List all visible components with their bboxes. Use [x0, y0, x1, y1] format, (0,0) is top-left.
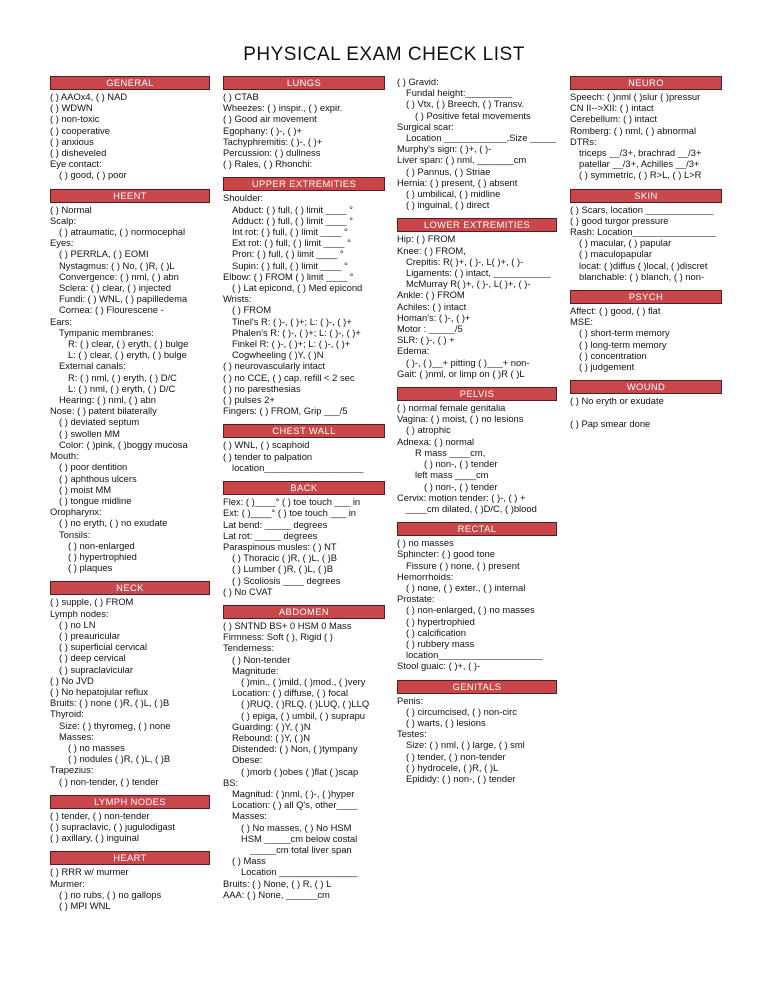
checklist-line: location____________________	[406, 649, 543, 661]
checklist-line: SLR: ( )-, ( ) +	[397, 334, 455, 346]
checklist-line: Shoulder:	[223, 192, 264, 204]
checklist-line: Lymph nodes:	[50, 607, 109, 619]
checklist-line: Ears:	[50, 315, 72, 327]
checklist-line: ( ) moist MM	[59, 483, 112, 495]
checklist-line: ( ) Rales, ( ) Rhonchi:	[223, 158, 313, 170]
section-general	[50, 76, 210, 181]
checklist-line: Flex: ( )____° ( ) toe touch ___ in	[223, 496, 361, 508]
checklist-line: Finkel R: ( )-, ( )+; L: ( )-, ( )+	[232, 338, 351, 350]
checklist-line: ( ) warts, ( ) lesions	[406, 716, 486, 728]
checklist-line: Lat rot: _____ degrees	[223, 529, 318, 541]
checklist-line: ( ) hypertrophied	[406, 615, 475, 627]
checklist-line: Hernia: ( ) present, ( ) absent	[397, 176, 518, 188]
checklist-line: Distended: ( ) Non, ( )tympany	[232, 743, 358, 755]
checklist-line: triceps __/3+, brachrad __/3+	[579, 147, 702, 159]
checklist-line: Bruits: ( ) None, ( ) R, ( ) L	[223, 877, 332, 889]
checklist-line: ( ) Lat epicond, ( ) Med epicond	[232, 282, 363, 294]
checklist-line: Surgical scar:	[397, 120, 454, 132]
checklist-line: Epididy: ( ) non-, ( ) tender	[406, 772, 516, 784]
checklist-line: McMurray R( )+, ( )-, L( )+, ( )-	[406, 278, 531, 290]
checklist-line	[570, 406, 722, 417]
checklist-line: ( ) tender, ( ) non-tender	[406, 750, 506, 762]
checklist-line: Elbow: ( ) FROM ( ) limit ____ °	[223, 270, 354, 282]
checklist-line: ( ) WNL, ( ) scaphoid	[223, 439, 310, 451]
checklist-line: Ext: ( )____° ( ) toe touch ___ in	[223, 507, 356, 519]
checklist-line: External canals:	[59, 360, 126, 372]
checklist-line: Hip: ( ) FROM	[397, 233, 456, 245]
checklist-line: ( ) superficial cervical	[59, 641, 148, 653]
section-header: PELVIS	[397, 387, 557, 401]
section-header: SKIN	[570, 189, 722, 203]
checklist-line: ( ) Vtx, ( ) Breech, ( ) Transv.	[406, 98, 525, 110]
checklist-line: Scalp:	[50, 214, 77, 226]
checklist-line: Rash: Location________________	[570, 226, 716, 238]
column-4	[570, 76, 722, 437]
checklist-line: Adnexa: ( ) normal	[397, 435, 475, 447]
checklist-line: R: ( ) clear, ( ) eryth, ( ) bulge	[68, 338, 189, 350]
section-header: CHEST WALL	[223, 424, 385, 438]
checklist-line: ( ) supraclavicular	[59, 663, 133, 675]
checklist-line: ( ) non-, ( ) tender	[424, 458, 498, 470]
checklist-line: Affect: ( ) good, ( ) flat	[570, 305, 661, 317]
checklist-line: patellar __/3+, Achilles __/3+	[579, 158, 700, 170]
section-header: HEART	[50, 851, 210, 865]
checklist-line: ( ) long-term memory	[579, 338, 667, 350]
checklist-line: ( ) calcification	[406, 626, 466, 638]
checklist-line: ( ) short-term memory	[579, 327, 670, 339]
checklist-line: ( ) atrophic	[406, 424, 451, 436]
checklist-line: Ankle: ( ) FROM	[397, 289, 465, 301]
checklist-line: ( ) WDWN	[50, 102, 93, 114]
checklist-line: ( ) macular, ( ) papular	[579, 237, 672, 249]
checklist-line: ( ) poor dentition	[59, 461, 128, 473]
checklist-line: Magnitude:	[232, 664, 279, 676]
checklist-line: left mass ____cm	[415, 469, 489, 481]
checklist-line: Wrists:	[223, 293, 252, 305]
checklist-line: Nose: ( ) patent bilaterally	[50, 405, 157, 417]
checklist-line: Mouth:	[50, 450, 79, 462]
checklist-line: Cervix: motion tender: ( )-, ( ) +	[397, 491, 526, 503]
checklist-line: Location ____________,Size _____	[406, 132, 557, 144]
checklist-line: Gait: ( )nml, or limp on ( )R ( )L	[397, 367, 525, 379]
checklist-line: ( ) tongue midline	[59, 494, 132, 506]
checklist-line: Tenderness:	[223, 642, 275, 654]
section-pelvis	[397, 387, 557, 514]
checklist-line: Homan's: ( )-, ( )+	[397, 311, 471, 323]
checklist-line: ( ) RRR w/ murmer	[50, 866, 129, 878]
checklist-line: ( ) anxious	[50, 135, 94, 147]
checklist-line: Knee: ( ) FROM,	[397, 244, 466, 256]
checklist-line: locat: ( )diffus ( )local, ( )discret	[579, 259, 708, 271]
checklist-line: Abduct: ( ) full, ( ) limit ____ °	[232, 203, 353, 215]
checklist-line: Tachyphremitis: ( )-, ( )+	[223, 135, 323, 147]
section-lymph-nodes	[50, 795, 210, 844]
checklist-line: Convergence: ( ) nml, ( ) abn	[59, 270, 179, 282]
checklist-line: ( ) non-toxic	[50, 113, 100, 125]
checklist-line: MSE:	[570, 316, 593, 328]
checklist-line: Fundi: ( ) WNL, ( ) papilledema	[59, 293, 188, 305]
page-title: PHYSICAL EXAM CHECK LIST	[243, 44, 525, 65]
section-header: NEURO	[570, 76, 722, 90]
section-lungs	[223, 76, 385, 169]
checklist-line: ( ) concentration	[579, 349, 647, 361]
checklist-line: ( ) no LN	[59, 618, 96, 630]
checklist-line: Eye contact:	[50, 158, 102, 170]
checklist-line: ( ) Non-tender	[232, 653, 291, 665]
checklist-line: ( ) non-enlarged, ( ) no masses	[406, 604, 535, 616]
checklist-line: ( ) no CCE, ( ) cap. refill < 2 sec	[223, 371, 355, 383]
checklist-line: Supin: ( ) full, ( ) limit ____ °	[232, 259, 348, 271]
checklist-line: ( )morb ( )obes ( )flat ( )scap	[241, 765, 359, 777]
checklist-line: ( ) Gravid:	[397, 76, 439, 87]
checklist-line: AAA: ( ) None, ______cm	[223, 888, 330, 900]
checklist-line: Phalen's R: ( )-, ( )+; L: ( )-, ( )+	[232, 326, 361, 338]
section-neck	[50, 581, 210, 786]
checklist-line: Sclera: ( ) clear, ( ) injected	[59, 282, 172, 294]
section-upper-extremities	[223, 177, 385, 416]
checklist-line: Crepitis: R( )+, ( )-, L( )+, ( )-	[406, 255, 524, 267]
checklist-line: ( ) deviated septum	[59, 416, 140, 428]
checklist-line: ( ) no paresthesias	[223, 382, 301, 394]
checklist-line: ( ) Thoracic ( )R, ( )L, ( )B	[232, 552, 338, 564]
checklist-line: ( ) pulses 2+	[223, 394, 275, 406]
checklist-line: R: ( ) nml, ( ) eryth, ( ) D/C	[68, 371, 177, 383]
section-header: LUNGS	[223, 76, 385, 90]
checklist-line: ( ) PERRLA, ( ) EOMI	[59, 248, 149, 260]
checklist-line: ( ) Scars, location _____________	[570, 203, 714, 215]
checklist-line: Romberg: ( ) nml, ( ) abnormal	[570, 124, 697, 136]
checklist-line: DTRs:	[570, 135, 597, 147]
checklist-line: Obese:	[232, 754, 263, 766]
checklist-line: Tympanic membranes:	[59, 326, 154, 338]
section-psych	[570, 290, 722, 372]
section-header: WOUND	[570, 380, 722, 394]
checklist-line: ( )min., ( )mild, ( )mod., ( )very	[241, 675, 366, 687]
checklist-line: Pron: ( ) full, ( ) limit ____ °	[232, 248, 344, 260]
checklist-line: Prostate:	[397, 593, 435, 605]
checklist-line: ( ) Mass	[232, 855, 266, 867]
section-header: ABDOMEN	[223, 605, 385, 619]
section-continued	[397, 76, 557, 210]
checklist-line: ( ) Normal	[50, 203, 92, 215]
section-header: BACK	[223, 481, 385, 495]
checklist-line: Masses:	[232, 810, 267, 822]
checklist-line: ( ) no eryth, ( ) no exudate	[59, 517, 168, 529]
checklist-line: ( ) good, ( ) poor	[59, 169, 127, 181]
checklist-line: ( ) epiga, ( ) umbil, ( ) suprapu	[241, 709, 365, 721]
checklist-line: ( ) non-enlarged	[68, 539, 135, 551]
section-chest-wall	[223, 424, 385, 473]
checklist-line: ( ) Pap smear done	[570, 417, 651, 429]
checklist-line: ( ) cooperative	[50, 124, 110, 136]
checklist-line: Tonsils:	[59, 528, 91, 540]
checklist-line: ( ) FROM	[232, 304, 272, 316]
checklist-line: ( ) aphthous ulcers	[59, 472, 137, 484]
checklist-line: Murphy's sign: ( )+, ( )-	[397, 143, 492, 155]
checklist-line: ( ) No eryth or exudate	[570, 395, 664, 407]
checklist-line: ( ) supple, ( ) FROM	[50, 596, 134, 608]
checklist-line: Testes:	[397, 728, 427, 740]
checklist-line: Paraspinous musles: ( ) NT	[223, 540, 337, 552]
checklist-line: Vagina: ( ) moist, ( ) no lesions	[397, 413, 524, 425]
checklist-line: ( ) MPI WNL	[59, 900, 111, 911]
checklist-line: Rebound: ( )Y, ( )N	[232, 731, 310, 743]
section-skin	[570, 189, 722, 282]
checklist-line: Penis:	[397, 694, 424, 706]
checklist-line: Magnitud: ( )nml, ( )-, ( )hyper	[232, 787, 355, 799]
checklist-line: ( ) nodules ( )R, ( )L, ( )B	[68, 753, 171, 765]
checklist-line: Oropharynx:	[50, 506, 102, 518]
checklist-line: ( ) CTAB	[223, 91, 259, 102]
checklist-line: Cornea: ( ) Flourescene -	[59, 304, 164, 316]
checklist-line: Eyes:	[50, 237, 74, 249]
checklist-line: ( ) swollen MM	[59, 427, 120, 439]
checklist-line: Hemorrhoids:	[397, 570, 454, 582]
checklist-line: ( ) symmetric, ( ) R>L, ( ) L>R	[579, 169, 702, 181]
checklist-line: ( ) rubbery mass	[406, 637, 475, 649]
checklist-line: ( ) Lumber ( )R, ( )L, ( )B	[232, 563, 334, 575]
section-header: PSYCH	[570, 290, 722, 304]
checklist-line: ( ) SNTND BS+ 0 HSM 0 Mass	[223, 619, 352, 631]
section-header: GENERAL	[50, 76, 210, 90]
checklist-line: Guarding: ( )Y, ( )N	[232, 720, 311, 732]
checklist-line: ( )RUQ, ( )RLQ, ( )LUQ, ( )LLQ	[241, 698, 370, 710]
checklist-line: Fundal height:_________	[406, 87, 513, 99]
checklist-line: Sphincter: ( ) good tone	[397, 548, 495, 560]
checklist-line: Int rot: ( ) full, ( ) limit ____ °	[232, 226, 348, 238]
checklist-line: HSM _____cm below costal	[241, 832, 358, 844]
checklist-line: ( ) none, ( ) exter., ( ) internal	[406, 581, 526, 593]
checklist-line: ( ) supraclavic, ( ) jugulodigast	[50, 820, 176, 832]
checklist-line: R mass ____cm,	[415, 446, 486, 458]
checklist-line: ( ) No JVD	[50, 674, 94, 686]
checklist-line: ( ) tender to palpation	[223, 450, 313, 462]
checklist-line: ( ) judgement	[579, 361, 635, 373]
checklist-line: Bruits: ( ) none ( )R, ( )L, ( )B	[50, 697, 170, 709]
checklist-line: Hearing: ( ) nml, ( ) abn	[59, 394, 156, 406]
checklist-line: Size: ( ) nml, ( ) large, ( ) sml	[406, 739, 525, 751]
checklist-line: Firmness: Soft ( ), Rigid ( )	[223, 631, 333, 643]
checklist-line: Size: ( ) thyromeg, ( ) none	[59, 719, 171, 731]
checklist-line: ( ) deep cervical	[59, 652, 126, 664]
section-header: LYMPH NODES	[50, 795, 210, 809]
checklist-line: ( ) circumcised, ( ) non-circ	[406, 705, 517, 717]
checklist-line: Lat bend: _____ degrees	[223, 518, 328, 530]
section-header: GENITALS	[397, 680, 557, 694]
checklist-line: ( ) No hepatojular reflux	[50, 685, 148, 697]
checklist-line: Location: ( ) all Q's, other____	[232, 799, 358, 811]
checklist-line: ( ) atraumatic, ( ) normocephal	[59, 226, 186, 238]
section-genitals	[397, 680, 557, 785]
checklist-line: CN II-->XII: ( ) intact	[570, 102, 654, 114]
checklist-line: Murmer:	[50, 877, 85, 889]
checklist-line: Nystagmus: ( ) No, ( )R, ( )L	[59, 259, 175, 271]
column-3	[397, 76, 557, 792]
checklist-line: BS:	[223, 776, 239, 788]
checklist-line: ( ) plaques	[68, 562, 113, 574]
checklist-line: ( ) No masses, ( ) No HSM	[241, 821, 352, 833]
section-header: RECTAL	[397, 522, 557, 536]
checklist-line: Liver span: ( ) nml, _______cm	[397, 154, 527, 166]
checklist-line: ( ) no masses	[397, 537, 454, 549]
section-header: NECK	[50, 581, 210, 595]
checklist-line: ( ) hypertrophied	[68, 550, 137, 562]
section-header: LOWER EXTREMITIES	[397, 218, 557, 232]
column-2	[223, 76, 385, 908]
section-header: UPPER EXTREMITIES	[223, 177, 385, 191]
checklist-line: Cerebellum: ( ) intact	[570, 113, 658, 125]
section-heart	[50, 851, 210, 911]
checklist-line: Edema:	[397, 345, 430, 357]
checklist-line: Location _______________	[241, 866, 358, 878]
checklist-line: ( ) AAOx4, ( ) NAD	[50, 91, 128, 102]
checklist-line: Trapezius:	[50, 764, 94, 776]
checklist-line: _____cm total liver span	[250, 843, 352, 855]
checklist-line: ( ) normal female genitalia	[397, 402, 506, 414]
checklist-line: ( ) Good air movement	[223, 113, 317, 125]
checklist-line: ( ) no masses	[68, 741, 125, 753]
checklist-line: ( ) umbilical, ( ) midline	[406, 188, 501, 200]
checklist-line: Cogwheeling ( )Y, ( )N	[232, 349, 324, 361]
section-rectal	[397, 522, 557, 671]
section-lower-extremities	[397, 218, 557, 379]
checklist-line: ( ) Scoliosis ____ degrees	[232, 574, 341, 586]
checklist-line: ( ) no rubs, ( ) no gallops	[59, 888, 162, 900]
checklist-line: ( ) good turgor pressure	[570, 214, 669, 226]
checklist-line: L: ( ) nml, ( ) eryth, ( ) D/C	[68, 382, 176, 394]
checklist-line: Color: ( )pink, ( )boggy mucosa	[59, 438, 188, 450]
checklist-line: Egophany: ( )-, ( )+	[223, 124, 302, 136]
checklist-line: ( ) non-tender, ( ) tender	[59, 775, 159, 787]
section-back	[223, 481, 385, 597]
section-abdomen	[223, 605, 385, 900]
checklist-line: Tinel's R: ( )-, ( )+; L: ( )-, ( )+	[232, 315, 352, 327]
column-1	[50, 76, 210, 919]
checklist-line: L: ( ) clear, ( ) eryth, ( ) bulge	[68, 349, 187, 361]
checklist-line: Wheezes: ( ) inspir., ( ) expir.	[223, 102, 343, 114]
checklist-line: Speech: ( )nml ( )slur ( )pressur	[570, 91, 701, 102]
checklist-line: ( ) Positive fetal movements	[415, 109, 531, 121]
checklist-line: ( ) neurovascularly intact	[223, 360, 326, 372]
checklist-line: Masses:	[59, 730, 94, 742]
checklist-line: ( ) tender, ( ) non-tender	[50, 809, 150, 821]
checklist-line: ( ) axillary, ( ) inguinal	[50, 832, 139, 844]
checklist-line: Fingers: ( ) FROM, Grip ___/5	[223, 405, 348, 417]
checklist-line: Adduct: ( ) full, ( ) limit ____ °	[232, 214, 353, 226]
checklist-line: Ligaments: ( ) intact, ___________	[406, 267, 551, 279]
checklist-line: location___________________	[232, 461, 364, 473]
checklist-line: Motor : _____/5	[397, 323, 463, 335]
checklist-line: Stool guaic: ( )+, ( )-	[397, 660, 481, 672]
checklist-line: ( ) maculopapular	[579, 248, 652, 260]
checklist-line: ( )-, ( )__+ pitting ( )___+ non-	[406, 356, 530, 368]
checklist-line: ( ) hydrocele, ( )R, ( )L	[406, 761, 499, 773]
checklist-line: Percussion: ( ) dullness	[223, 147, 321, 159]
checklist-line: Fissure ( ) none, ( ) present	[406, 559, 520, 571]
checklist-line: Thyroid:	[50, 708, 84, 720]
checklist-line: ( ) No CVAT	[223, 585, 273, 597]
checklist-line: Achiles: ( ) intact	[397, 300, 467, 312]
checklist-line: ( ) non-, ( ) tender	[424, 480, 498, 492]
section-header: HEENT	[50, 189, 210, 203]
section-neuro	[570, 76, 722, 181]
section-wound	[570, 380, 722, 429]
checklist-line: ( ) Pannus, ( ) Striae	[406, 165, 491, 177]
checklist-line: ____cm dilated, ( )D/C, ( )blood	[406, 502, 537, 514]
checklist-line: Location: ( ) diffuse, ( ) focal	[232, 687, 349, 699]
checklist-line: ( ) disheveled	[50, 147, 107, 159]
checklist-line: ( ) preauricular	[59, 629, 120, 641]
checklist-line: ( ) inguinal, ( ) direct	[406, 199, 490, 211]
checklist-line: blanchable: ( ) blanch, ( ) non-	[579, 270, 705, 282]
section-heent	[50, 189, 210, 574]
checklist-line: Ext rot: ( ) full, ( ) limit ____ °	[232, 237, 351, 249]
